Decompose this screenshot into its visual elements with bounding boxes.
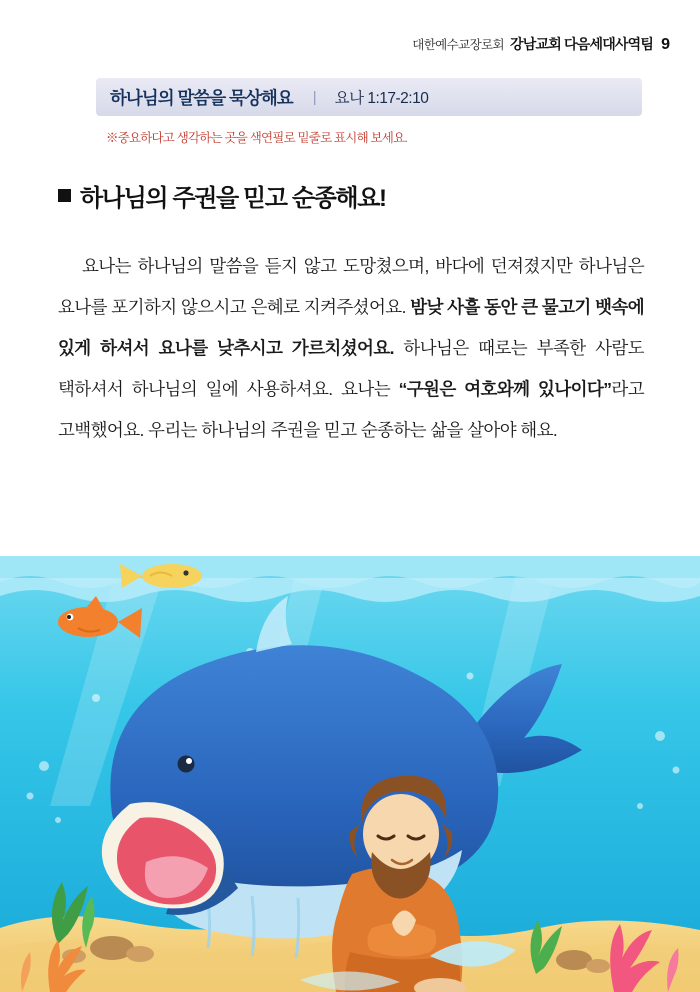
body-bold-1: 밤낮 사흘 동안 큰 물고기 뱃속에 있게 하셔서 요나를 낮추시고 가르치셨어요. bbox=[58, 296, 645, 358]
whale-eye bbox=[178, 756, 195, 773]
body-part-1: 요나는 하나님의 말씀을 듣지 않고 도망쳤으며, 바다에 던져졌지만 하나님은 요나를 포기하지 않으시고 은혜로 지켜주셨어요. bbox=[58, 255, 644, 317]
section-heading bbox=[58, 178, 386, 213]
square-bullet-icon bbox=[58, 189, 71, 202]
body-bold-2: “구원은 여호와께 있나이다” bbox=[398, 378, 612, 399]
instruction-note: ※중요하다고 생각하는 곳을 색연필로 밑줄로 표시해 보세요. bbox=[106, 131, 408, 145]
page-header bbox=[412, 34, 670, 54]
scripture-reference: 요나 1:17-2:10 bbox=[334, 90, 429, 107]
denomination-label: 대한예수교장로회 bbox=[412, 38, 505, 52]
lesson-body-paragraph bbox=[58, 246, 644, 451]
section-heading-text: 하나님의 주권을 믿고 순종해요! bbox=[80, 185, 386, 212]
illustration-scene bbox=[0, 556, 700, 992]
body-part-3: 라고 고백했어요. 우리는 하나님의 주권을 믿고 순종하는 삶을 살아야 해요. bbox=[58, 378, 645, 440]
page-number: 9 bbox=[661, 36, 670, 53]
whale-eye-highlight bbox=[186, 758, 192, 764]
title-separator: | bbox=[312, 88, 317, 106]
church-team-label: 강남교회 다음세대사역팀 bbox=[510, 36, 654, 52]
jonah-and-the-whale-illustration bbox=[0, 556, 700, 992]
body-part-2: 하나님은 때로는 부족한 사람도 택하셔서 하나님의 일에 사용하셔요. 요나는 bbox=[58, 337, 644, 399]
lesson-title: 하나님의 말씀을 묵상해요 bbox=[110, 87, 293, 108]
lesson-title-bar bbox=[96, 78, 642, 116]
